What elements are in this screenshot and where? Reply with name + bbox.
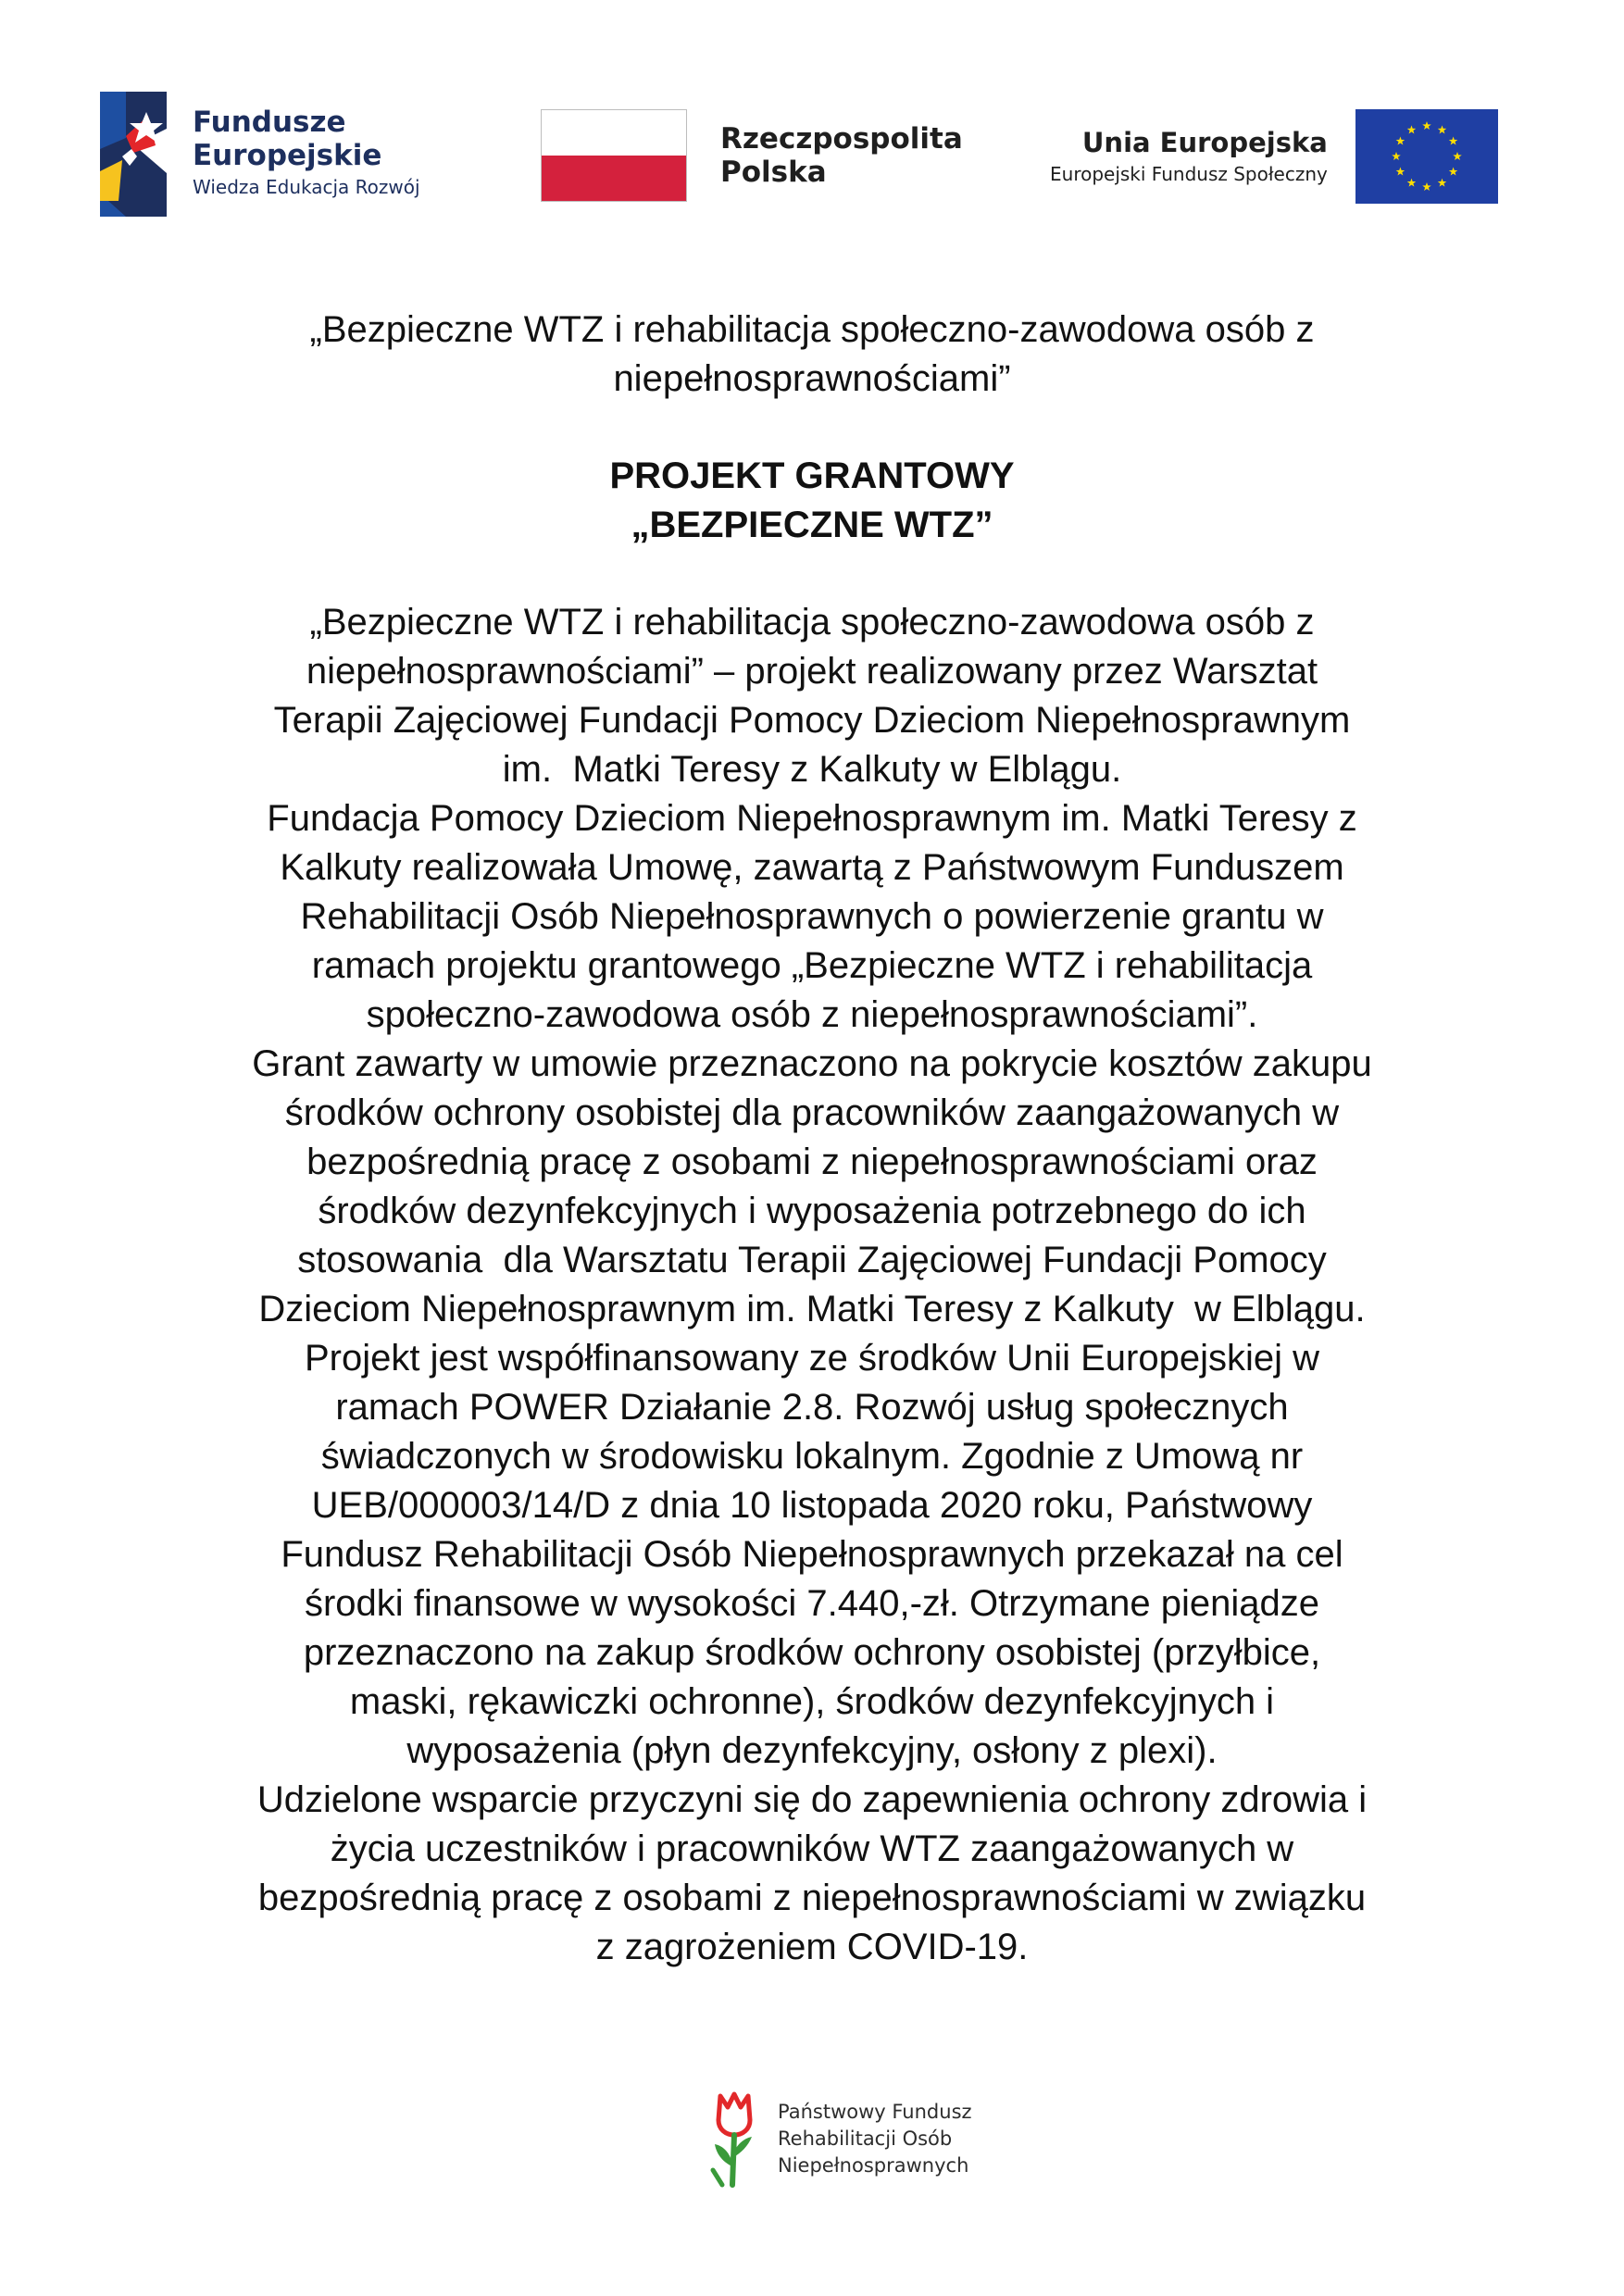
text-line: środków dezynfekcyjnych i wyposażenia potrzebnego do ich <box>318 1191 1306 1231</box>
text-line: Dzieciom Niepełnosprawnym im. Matki Teresy z Kalkuty w Elblągu. <box>258 1289 1366 1329</box>
ue-subtitle: Europejski Fundusz Społeczny <box>1050 163 1328 185</box>
ue-name: Unia Europejska <box>1081 127 1328 158</box>
text-line: bezpośrednią pracę z osobami z niepełnosprawnościami w związku <box>257 1878 1367 1918</box>
text-line: Terapii Zajęciowej Fundacji Pomocy Dzieciom Niepełnosprawnym <box>273 700 1351 741</box>
text-line: przeznaczono na zakup środków ochrony osobistej (przyłbice, <box>303 1632 1321 1673</box>
intro-line-2: niepełnosprawnościami” <box>613 358 1011 399</box>
heading-line-2: „BEZPIECZNE WTZ” <box>631 505 993 545</box>
text-line: im. Matki Teresy z Kalkuty w Elblągu. <box>502 749 1122 790</box>
text-line: środków ochrony osobistej dla pracowników zaangażowanych w <box>284 1092 1340 1133</box>
heading-line-1: PROJEKT GRANTOWY <box>609 455 1015 496</box>
text-line: Fundacja Pomocy Dzieciom Niepełnosprawnym im. Matki Teresy z <box>267 798 1357 839</box>
text-line: społeczno-zawodowa osób z niepełnosprawnościami”. <box>366 994 1258 1035</box>
fundusze-europejskie-text <box>193 106 420 202</box>
unia-europejska-text <box>1050 125 1328 188</box>
paragraph-5 <box>139 1776 1485 1972</box>
text-line: Kalkuty realizowała Umowę, zawartą z Państwowym Funduszem <box>280 847 1344 888</box>
header-logos <box>0 0 1624 222</box>
paragraph-1 <box>139 598 1485 794</box>
text-line: Grant zawarty w umowie przeznaczono na pokrycie kosztów zakupu <box>252 1043 1372 1084</box>
rzeczpospolita-text <box>720 122 963 189</box>
rp-name-line1: Rzeczpospolita <box>720 122 963 156</box>
pfron-text <box>778 2099 972 2179</box>
text-line: Rehabilitacji Osób Niepełnosprawnych o powierzenie grantu w <box>300 896 1324 937</box>
intro-line-1: „Bezpieczne WTZ i rehabilitacja społeczno-zawodowa osób z <box>309 309 1315 350</box>
text-line: wyposażenia (płyn dezynfekcyjny, osłony z plexi). <box>406 1730 1218 1771</box>
text-line: z zagrożeniem COVID-19. <box>595 1927 1029 1967</box>
text-line: Udzielone wsparcie przyczyni się do zapewnienia ochrony zdrowia i <box>256 1779 1368 1820</box>
text-line: Projekt jest współfinansowany ze środków Unii Europejskiej w <box>304 1338 1320 1379</box>
unia-europejska-logo <box>1050 109 1498 204</box>
paragraph-3 <box>139 1040 1485 1334</box>
body-text <box>139 598 1485 1972</box>
tulip-icon <box>707 2089 761 2189</box>
text-line: UEB/000003/14/D z dnia 10 listopada 2020 roku, Państwowy <box>311 1485 1313 1526</box>
pfron-line-2: Rehabilitacji Osób <box>778 2127 953 2150</box>
text-line: niepełnosprawnościami” – projekt realizowany przez Warsztat <box>306 651 1318 692</box>
pfron-line-1: Państwowy Fundusz <box>778 2100 972 2123</box>
rzeczpospolita-polska-logo <box>541 109 963 202</box>
paragraph-2 <box>139 794 1485 1040</box>
polish-flag-icon <box>541 109 687 202</box>
fe-subtitle: Wiedza Edukacja Rozwój <box>193 176 420 198</box>
pfron-line-3: Niepełnosprawnych <box>778 2153 969 2177</box>
page-heading <box>139 452 1485 550</box>
text-line: życia uczestników i pracowników WTZ zaangażowanych w <box>330 1828 1294 1869</box>
pfron-logo <box>707 2088 972 2190</box>
fundusze-europejskie-logo <box>100 89 420 218</box>
text-line: maski, rękawiczki ochronne), środków dezynfekcyjnych i <box>349 1681 1275 1722</box>
text-line: bezpośrednią pracę z osobami z niepełnosprawnościami oraz <box>306 1142 1318 1182</box>
text-line: stosowania dla Warsztatu Terapii Zajęciowej Fundacji Pomocy <box>297 1240 1327 1280</box>
text-line: ramach POWER Działanie 2.8. Rozwój usług społecznych <box>335 1387 1289 1428</box>
text-line: „Bezpieczne WTZ i rehabilitacja społeczno-zawodowa osób z <box>309 602 1315 643</box>
fe-name-line2: Europejskie <box>193 139 382 172</box>
eu-flag-icon <box>1355 109 1498 204</box>
text-line: środki finansowe w wysokości 7.440,-zł. Otrzymane pieniądze <box>304 1583 1320 1624</box>
fe-name-line1: Fundusze <box>193 106 346 139</box>
fundusze-europejskie-emblem-icon <box>100 92 167 217</box>
paragraph-4 <box>139 1334 1485 1776</box>
text-line: świadczonych w środowisku lokalnym. Zgodnie z Umową nr <box>320 1436 1304 1477</box>
text-line: Fundusz Rehabilitacji Osób Niepełnosprawnych przekazał na cel <box>281 1534 1343 1575</box>
text-line: ramach projektu grantowego „Bezpieczne WTZ i rehabilitacja <box>311 945 1313 986</box>
rp-name-line2: Polska <box>720 156 827 189</box>
project-title-intro <box>139 306 1485 404</box>
